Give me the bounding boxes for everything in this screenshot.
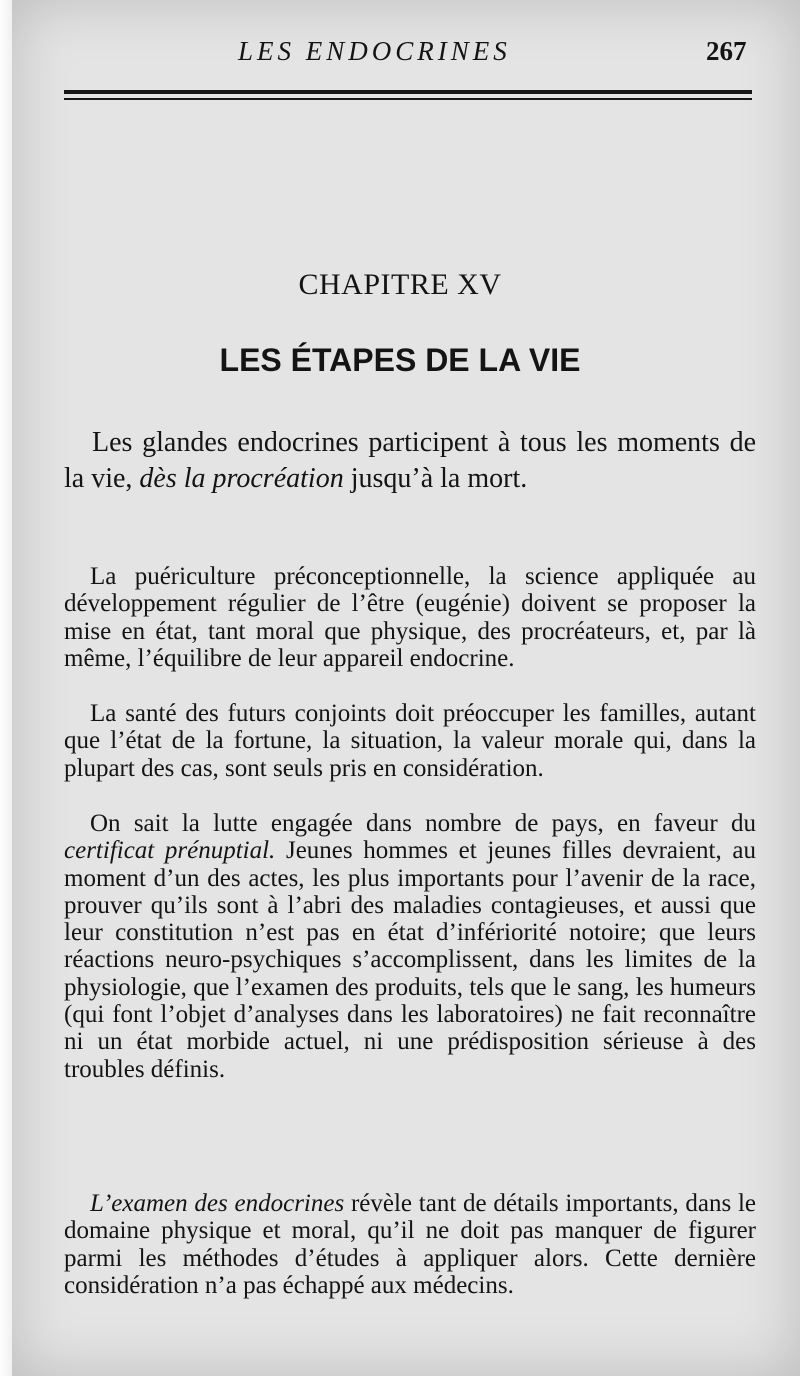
paragraph-intro-text: Les glandes endocrines participent à tous les moments de la vie,	[64, 427, 756, 494]
running-title: LES ENDOCRINES	[238, 36, 511, 66]
book-page	[12, 0, 800, 1376]
paragraph-intro	[64, 425, 756, 497]
header-rule-thin	[64, 98, 752, 100]
paragraph-certificat-text-end: Jeunes hommes et jeunes filles devraient, au moment d’un des actes, les plus importants pour l’avenir de la race, prouver qu’ils sont à l’abri des maladies contagieuses, et aussi que leur constitution n’est pas en état d’infériorité notoire; que leurs réactions neuro-psychiques s’accomplissent, dans les limites de la physiologie, que l’examen des produits, tels que le sang, les humeurs (qui font l’objet d’analyses dans les laboratoires) ne fait reconnaître ni un état morbide actuel, ni une prédisposition sérieuse à des troubles définis.	[64, 837, 756, 1083]
book-gutter	[0, 0, 12, 1376]
paragraph-examen-emphasis: L’examen des endocrines	[90, 1190, 345, 1217]
paragraph-certificat-emphasis: certificat prénuptial.	[64, 837, 276, 865]
paragraph-certificat-text: On sait la lutte engagée dans nombre de pays, en faveur du	[90, 810, 756, 837]
header-rule-thick	[64, 90, 752, 94]
paragraph-examen	[64, 1190, 756, 1299]
paragraph-certificat	[64, 810, 756, 1083]
paragraph-puericulture: La puériculture préconceptionnelle, la science appliquée au développement régulier de l’être (eugénie) doivent se proposer la mise en état, tant moral que physique, des procréateurs, et, par là même, l’équilibre de leur appareil endocrine.	[64, 563, 756, 672]
chapter-title: LES ÉTAPES DE LA VIE	[219, 342, 581, 378]
paragraph-examen-text: révèle tant de détails importants, dans le domaine physique et moral, qu’il ne doit pas manquer de figurer parmi les méthodes d’études à appliquer alors. Cette dernière considération n’a pas échappé aux médecins.	[64, 1190, 757, 1299]
paragraph-intro-emphasis: dès la procréation	[139, 463, 344, 494]
paragraph-intro-text-end: jusqu’à la mort.	[343, 463, 528, 494]
chapter-number: CHAPITRE XV	[298, 268, 502, 301]
page-number: 267	[706, 36, 747, 66]
paragraph-sante: La santé des futurs conjoints doit préoccuper les familles, autant que l’état de la fortune, la situation, la valeur morale qui, dans la plupart des cas, sont seuls pris en considération.	[64, 700, 756, 782]
